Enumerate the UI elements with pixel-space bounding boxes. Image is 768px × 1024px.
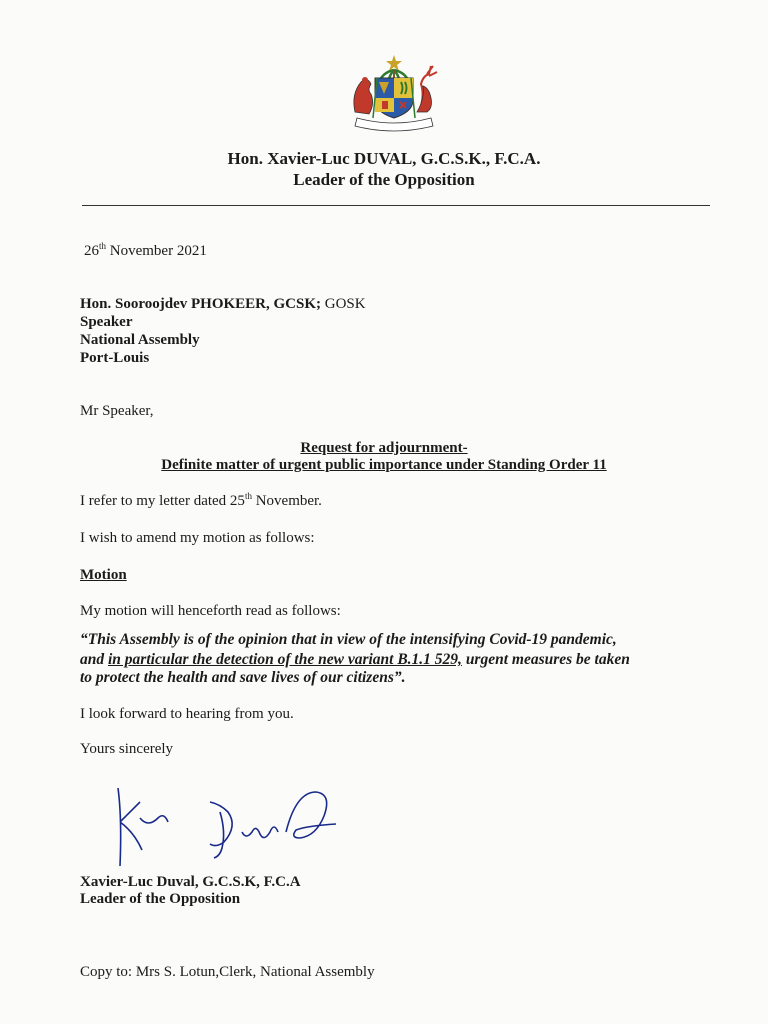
- letterhead-name: Hon. Xavier-Luc DUVAL, G.C.S.K., F.C.A.: [227, 149, 541, 168]
- letterhead-title: Leader of the Opposition: [293, 170, 475, 189]
- paragraph-reference: I refer to my letter dated 25th November.: [80, 491, 322, 509]
- motion-text-line-1: “This Assembly is of the opinion that in view of the intensifying Covid-19 pandemic,: [80, 631, 617, 648]
- copy-to-line: Copy to: Mrs S. Lotun,Clerk, National Assembly: [80, 964, 375, 980]
- letter-date: 26th November 2021: [84, 241, 207, 259]
- header-divider: [82, 205, 710, 206]
- signatory-name: Xavier-Luc Duval, G.C.S.K, F.C.A: [80, 874, 301, 890]
- motion-text-line-2: and in particular the detection of the new variant B.1.1 529, urgent measures be taken: [80, 651, 630, 668]
- coat-of-arms-logo: [343, 52, 445, 132]
- recipient-city: Port-Louis: [80, 350, 150, 366]
- handwritten-signature: [110, 782, 360, 872]
- paragraph-henceforth: My motion will henceforth read as follows:: [80, 603, 341, 619]
- salutation: Mr Speaker,: [80, 403, 154, 419]
- motion-text-line-3: to protect the health and save lives of our citizens”.: [80, 669, 406, 686]
- subject-line-1: Request for adjournment-: [300, 440, 468, 456]
- paragraph-amend: I wish to amend my motion as follows:: [80, 530, 315, 546]
- signatory-title: Leader of the Opposition: [80, 891, 241, 907]
- recipient-name: Hon. Sooroojdev PHOKEER, GCSK; GOSK: [80, 296, 366, 312]
- subject-line-2: Definite matter of urgent public importance under Standing Order 11: [161, 457, 607, 473]
- closing-phrase: Yours sincerely: [80, 741, 174, 757]
- motion-heading: Motion: [80, 567, 127, 583]
- recipient-role: Speaker: [80, 314, 133, 330]
- paragraph-closing-remark: I look forward to hearing from you.: [80, 706, 294, 722]
- recipient-org: National Assembly: [80, 332, 200, 348]
